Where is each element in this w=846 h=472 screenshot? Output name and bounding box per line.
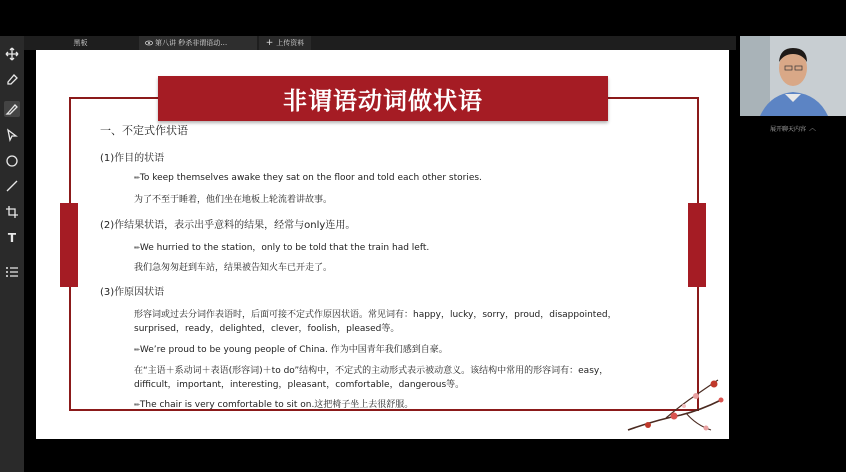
- section-heading: 一、不定式作状语: [100, 124, 188, 137]
- teacher-avatar: [740, 36, 846, 116]
- crop-icon[interactable]: [4, 204, 20, 220]
- reason-example2: [134, 397, 413, 410]
- tab-label: 黑板: [73, 39, 88, 47]
- tab-label: 第八讲 秒杀非谓语动…: [155, 39, 228, 47]
- result-example-en: [134, 240, 429, 253]
- teacher-video: [740, 36, 846, 116]
- expand-chat-button[interactable]: [740, 120, 846, 136]
- move-icon[interactable]: [4, 46, 20, 62]
- tab-courseware[interactable]: [139, 36, 257, 50]
- purpose-example-cn: 为了不至于睡着，他们坐在地板上轮流着讲故事。: [134, 195, 333, 205]
- list-icon[interactable]: [4, 264, 20, 280]
- tab-blackboard[interactable]: [24, 36, 137, 50]
- circle-icon[interactable]: [4, 153, 20, 169]
- decor-bar-right: [688, 203, 706, 287]
- reason-desc-line1: 形容词或过去分词作表语时，后面可接不定式作原因状语。常见词有：happy，lucky，sorry，proud，disappointed，: [134, 310, 617, 320]
- result-example-en-text: We hurried to the station，only to be told that the train had left.: [139, 243, 430, 253]
- purpose-example-en: [134, 173, 482, 183]
- purpose-heading: (1)作目的状语: [100, 153, 165, 164]
- slide-title: 非谓语动词做状语: [158, 76, 608, 121]
- pencil-icon: ✏: [134, 346, 140, 354]
- reason-example1: [134, 342, 448, 355]
- plum-blossom-decoration: [626, 370, 729, 439]
- chevron-up-icon: ︿: [809, 124, 816, 132]
- result-example-cn: 我们急匆匆赶到车站，结果被告知火车已开走了。: [134, 263, 333, 273]
- pen-icon[interactable]: [4, 101, 20, 117]
- expand-chat-label: 展开聊天内容: [769, 125, 806, 133]
- tab-label: 上传资料: [276, 39, 305, 47]
- pointer-icon[interactable]: [4, 127, 20, 143]
- pencil-icon: ✏: [134, 174, 140, 182]
- slide-canvas[interactable]: [36, 50, 729, 439]
- decor-bar-left: [60, 203, 78, 287]
- tab-bar: [24, 36, 736, 50]
- pencil-icon: ✏: [134, 401, 140, 409]
- drawing-toolbar: [0, 36, 24, 472]
- reason-heading: (3)作原因状语: [100, 287, 165, 298]
- reason-struct-line1: 在“主语＋系动词＋表语(形容词)＋to do”结构中，不定式的主动形式表示被动意义。该结构中常用的形容词有：easy，: [134, 366, 609, 376]
- result-heading: (2)作结果状语，表示出乎意料的结果，经常与only连用。: [100, 220, 356, 231]
- reason-example1-text: We’re proud to be young people of China. 作为中国青年我们感到自豪。: [139, 345, 448, 355]
- reason-example2-text: The chair is very comfortable to sit on.这把椅子坐上去很舒服。: [139, 400, 414, 410]
- pencil-icon: ✏: [134, 244, 140, 252]
- reason-struct-line2: difficult，important，interesting，pleasant，comfortable，dangerous等。: [134, 380, 465, 390]
- tab-upload[interactable]: [259, 36, 311, 50]
- reason-desc-line2: surprised，ready，delighted，clever，foolish，pleased等。: [134, 324, 400, 334]
- line-icon[interactable]: [4, 178, 20, 194]
- eye-icon: [145, 40, 153, 46]
- purpose-example-en-text: To keep themselves awake they sat on the floor and told each other stories.: [139, 173, 482, 183]
- eraser-icon[interactable]: [4, 71, 20, 87]
- text-icon[interactable]: T: [7, 231, 17, 245]
- plus-icon: +: [265, 38, 274, 48]
